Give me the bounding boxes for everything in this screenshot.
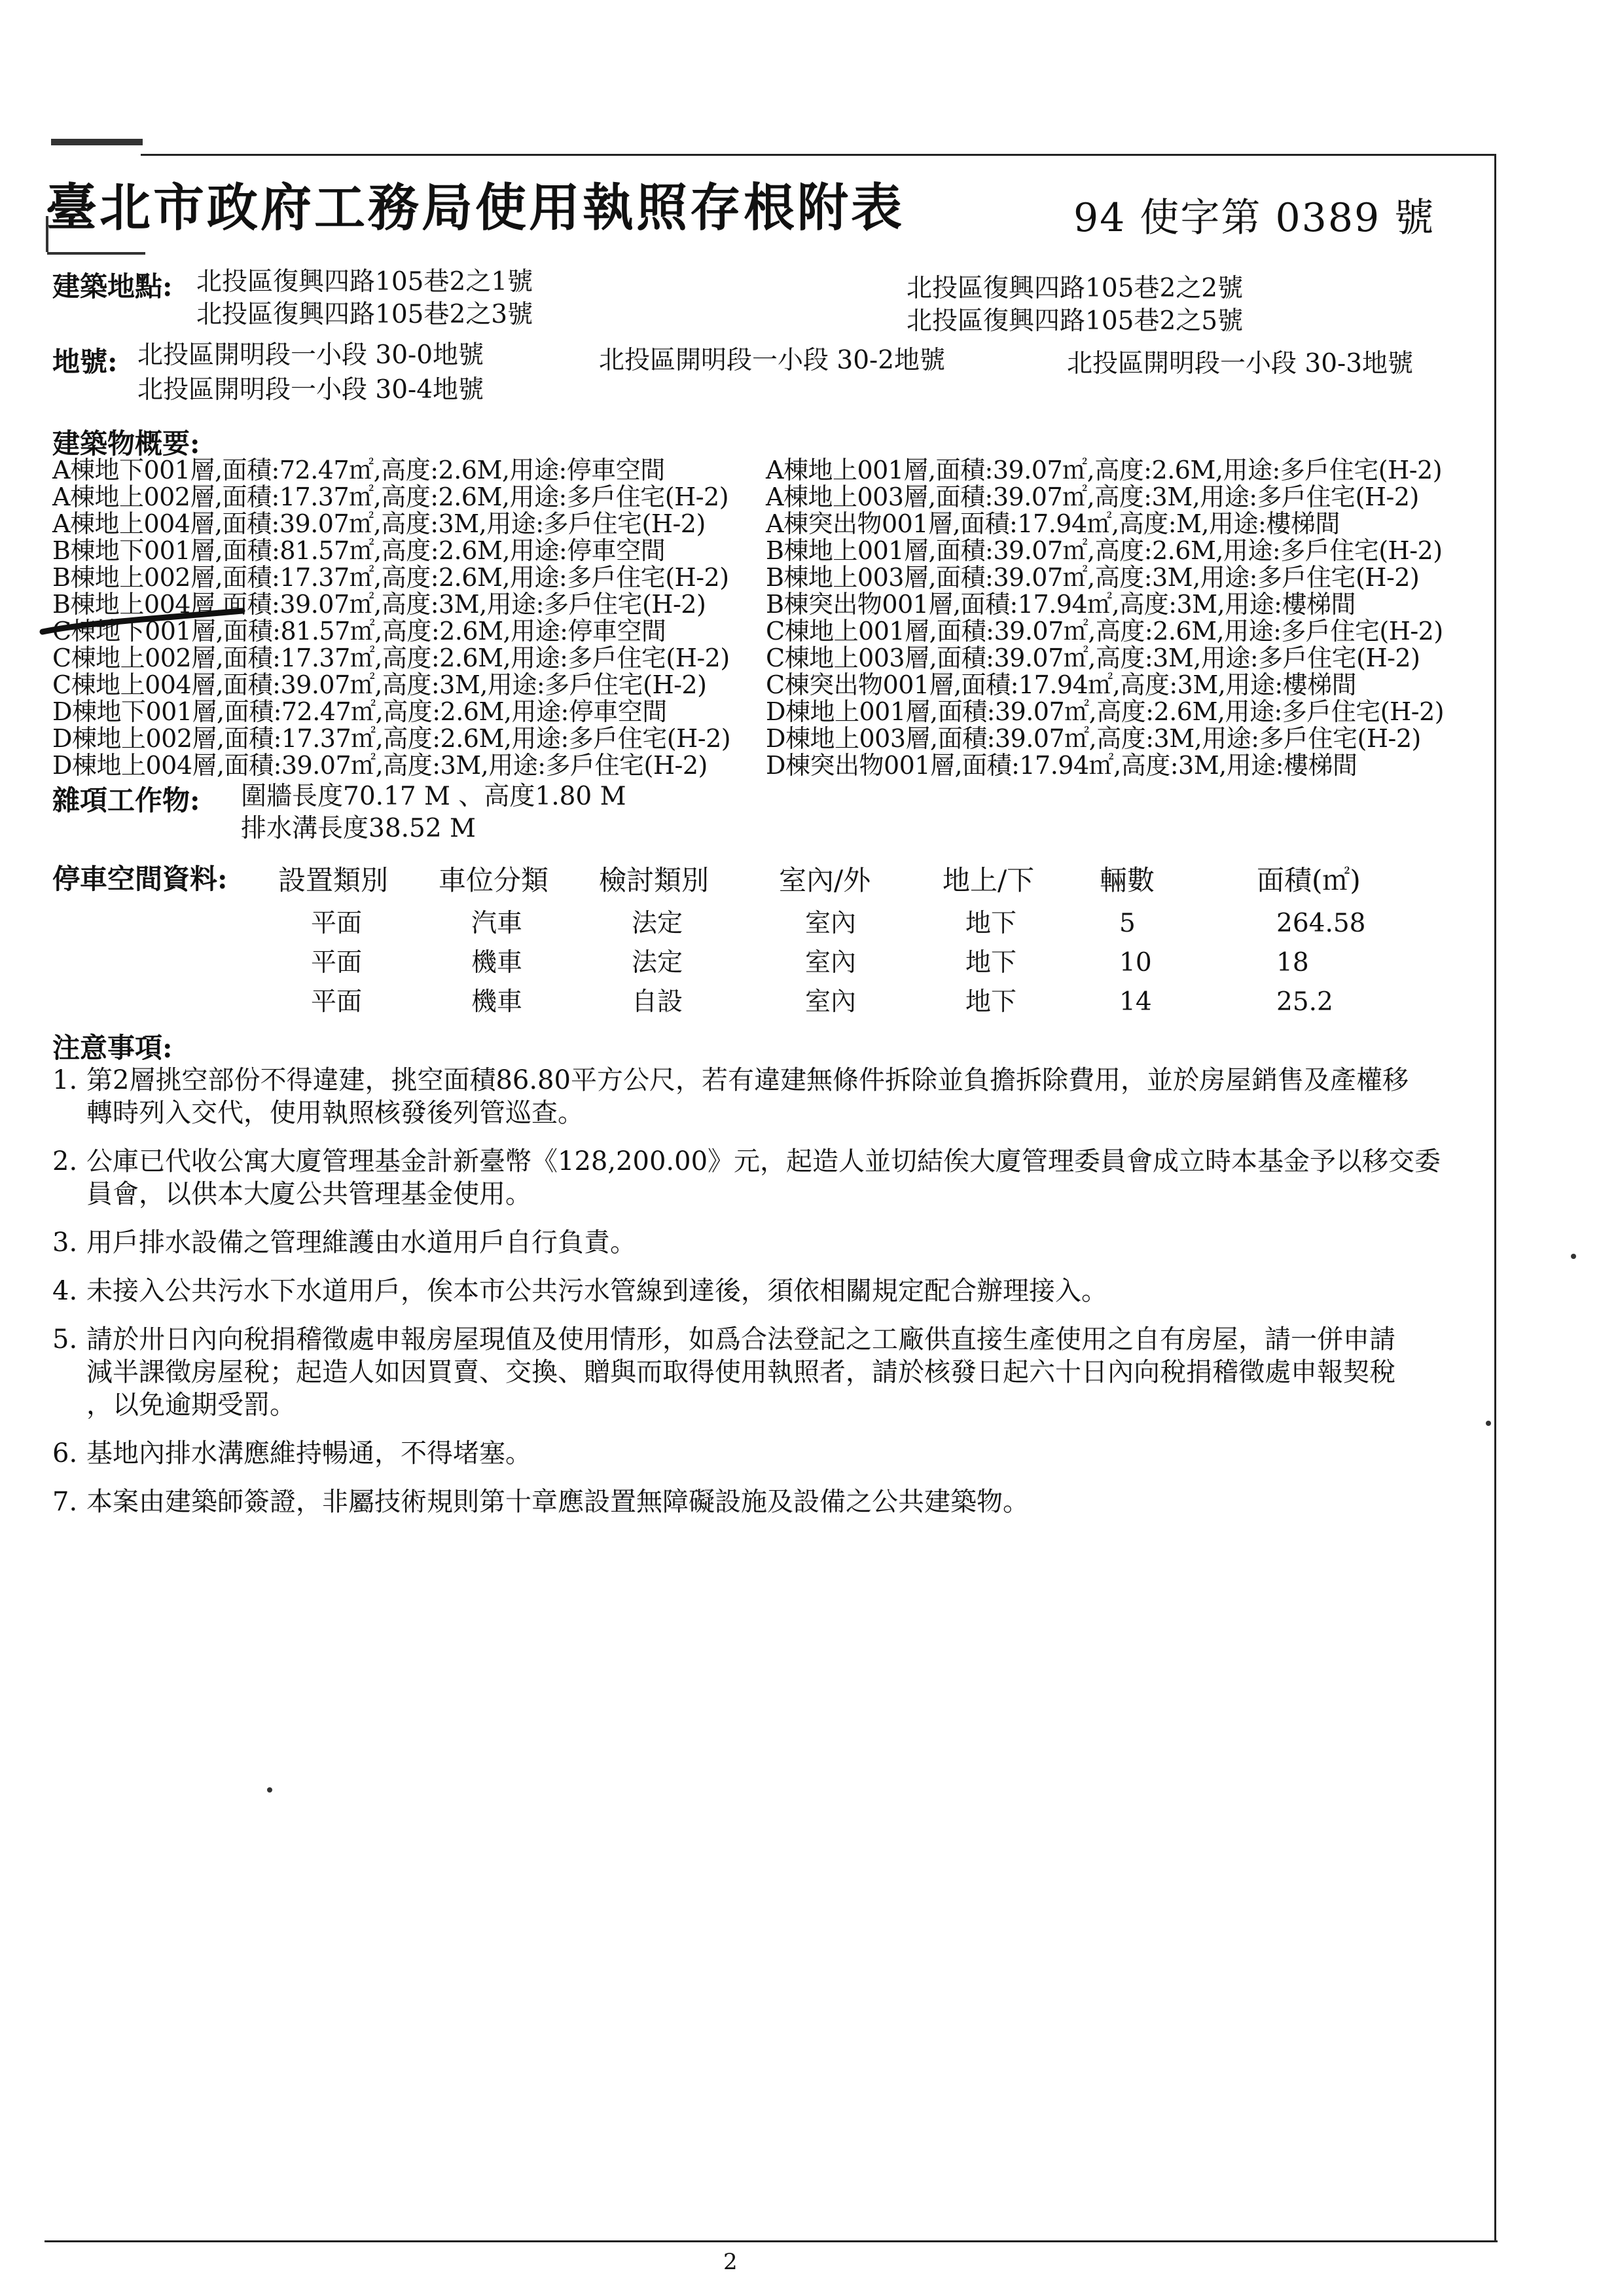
parking-cell: 264.58	[1276, 909, 1366, 938]
scan-speck	[1486, 1421, 1491, 1426]
building-floor-entry: B棟地上003層,面積:39.07㎡,高度:3M,用途:多戶住宅(H-2)	[766, 563, 1420, 592]
building-floor-entry: A棟地下001層,面積:72.47㎡,高度:2.6M,用途:停車空間	[52, 456, 665, 484]
misc-works-line: 圍牆長度70.17 M 、高度1.80 M	[241, 782, 626, 811]
frame-right-line	[1494, 154, 1496, 2242]
frame-top-line	[141, 154, 1496, 156]
lot-item: 北投區開明段一小段 30-4地號	[137, 375, 484, 405]
note-number: 5.	[52, 1324, 78, 1355]
building-floor-entry: A棟地上003層,面積:39.07㎡,高度:3M,用途:多戶住宅(H-2)	[766, 483, 1419, 511]
note-line: ，以免逾期受罰。	[86, 1390, 296, 1420]
building-floor-entry: C棟地下001層,面積:81.57㎡,高度:2.6M,用途:停車空間	[52, 617, 666, 646]
building-floor-entry: C棟突出物001層,面積:17.94㎡,高度:3M,用途:樓梯間	[766, 670, 1357, 699]
note-number: 4.	[52, 1276, 78, 1306]
building-floor-entry: B棟突出物001層,面積:17.94㎡,高度:3M,用途:樓梯間	[766, 590, 1356, 619]
building-floor-entry: A棟地上001層,面積:39.07㎡,高度:2.6M,用途:多戶住宅(H-2)	[766, 456, 1443, 484]
lot-item: 北投區開明段一小段 30-3地號	[1067, 349, 1414, 378]
address-item: 北投區復興四路105巷2之3號	[196, 300, 533, 329]
address-label: 建築地點:	[52, 270, 173, 302]
misc-works-line: 排水溝長度38.52 M	[241, 814, 476, 843]
misc-works-label: 雜項工作物:	[52, 784, 200, 816]
parking-label: 停車空間資料:	[52, 863, 228, 895]
building-floor-entry: D棟地上001層,面積:39.07㎡,高度:2.6M,用途:多戶住宅(H-2)	[766, 697, 1445, 726]
note-line: 未接入公共污水下水道用戶，俟本市公共污水管線到達後，須依相關規定配合辦理接入。	[86, 1276, 1107, 1306]
parking-header-cell: 車位分類	[439, 864, 549, 896]
parking-header-cell: 地上/下	[943, 864, 1035, 896]
parking-cell: 地下	[965, 948, 1017, 977]
parking-cell: 平面	[311, 909, 363, 938]
parking-cell: 地下	[965, 909, 1017, 938]
note-line: 本案由建築師簽證，非屬技術規則第十章應設置無障礙設施及設備之公共建築物。	[86, 1487, 1029, 1517]
notes-label: 注意事項:	[52, 1032, 173, 1064]
parking-cell: 機車	[471, 987, 523, 1017]
note-item	[52, 1145, 1492, 1211]
lot-label: 地號:	[52, 346, 118, 378]
building-floor-entry: B棟地上002層,面積:17.37㎡,高度:2.6M,用途:多戶住宅(H-2)	[52, 563, 729, 592]
building-floor-entry: C棟地上001層,面積:39.07㎡,高度:2.6M,用途:多戶住宅(H-2)	[766, 617, 1443, 646]
building-floor-entry: A棟突出物001層,面積:17.94㎡,高度:M,用途:樓梯間	[766, 509, 1340, 538]
parking-cell: 5	[1119, 909, 1136, 938]
scan-artifact	[51, 139, 143, 145]
parking-cell: 14	[1119, 987, 1152, 1017]
buildings-label: 建築物概要:	[52, 428, 200, 460]
note-item	[52, 1437, 1492, 1470]
note-item	[52, 1323, 1492, 1421]
parking-cell: 自設	[632, 987, 683, 1017]
address-item: 北投區復興四路105巷2之2號	[907, 274, 1244, 303]
notes-list	[52, 1064, 1492, 1534]
scan-speck	[267, 1787, 272, 1793]
lot-item: 北投區開明段一小段 30-2地號	[599, 346, 946, 375]
building-floor-entry: D棟地上003層,面積:39.07㎡,高度:3M,用途:多戶住宅(H-2)	[766, 724, 1421, 753]
note-number: 1.	[52, 1065, 78, 1095]
parking-cell: 室內	[805, 909, 857, 938]
address-item: 北投區復興四路105巷2之1號	[196, 267, 533, 297]
note-item	[52, 1226, 1492, 1259]
parking-cell: 室內	[805, 948, 857, 977]
note-item	[52, 1485, 1492, 1518]
scan-speck	[1571, 1254, 1576, 1259]
note-item	[52, 1275, 1492, 1307]
note-number: 2.	[52, 1146, 78, 1176]
scan-artifact	[47, 252, 145, 255]
parking-cell: 地下	[965, 987, 1017, 1017]
parking-cell: 平面	[311, 948, 363, 977]
building-floor-entry: C棟地上002層,面積:17.37㎡,高度:2.6M,用途:多戶住宅(H-2)	[52, 644, 730, 672]
building-floor-entry: C棟地上003層,面積:39.07㎡,高度:3M,用途:多戶住宅(H-2)	[766, 644, 1420, 672]
parking-cell: 室內	[805, 987, 857, 1017]
parking-header-cell: 設置類別	[278, 864, 389, 896]
note-number: 6.	[52, 1438, 78, 1468]
parking-cell: 汽車	[471, 909, 523, 938]
parking-header-cell: 室內/外	[779, 864, 871, 896]
note-line: 公庫已代收公寓大廈管理基金計新臺幣《128,200.00》元，起造人並切結俟大廈管理委員會成立時本基金予以移交委	[86, 1146, 1441, 1176]
parking-header-cell: 檢討類別	[599, 864, 710, 896]
parking-cell: 法定	[632, 909, 683, 938]
frame-bottom-line	[45, 2240, 1498, 2242]
building-floor-entry: D棟地下001層,面積:72.47㎡,高度:2.6M,用途:停車空間	[52, 697, 667, 726]
note-line: 第2層挑空部份不得違建，挑空面積86.80平方公尺，若有違建無條件拆除並負擔拆除費用，並於房屋銷售及產權移	[86, 1065, 1409, 1095]
note-number: 3.	[52, 1228, 78, 1258]
address-item: 北投區復興四路105巷2之5號	[907, 306, 1244, 336]
note-line: 轉時列入交代，使用執照核發後列管巡查。	[86, 1098, 584, 1128]
note-line: 基地內排水溝應維持暢通，不得堵塞。	[86, 1438, 531, 1468]
page-number: 2	[723, 2249, 738, 2275]
note-line: 用戶排水設備之管理維護由水道用戶自行負責。	[86, 1228, 636, 1258]
building-floor-entry: B棟地上004層,面積:39.07㎡,高度:3M,用途:多戶住宅(H-2)	[52, 590, 706, 619]
building-floor-entry: C棟地上004層,面積:39.07㎡,高度:3M,用途:多戶住宅(H-2)	[52, 670, 707, 699]
note-item	[52, 1064, 1492, 1129]
parking-cell: 平面	[311, 987, 363, 1017]
parking-cell: 機車	[471, 948, 523, 977]
building-floor-entry: B棟地下001層,面積:81.57㎡,高度:2.6M,用途:停車空間	[52, 536, 666, 565]
parking-header-cell: 輛數	[1100, 864, 1155, 896]
document-number: 94 使字第 0389 號	[1073, 195, 1435, 241]
building-floor-entry: D棟地上004層,面積:39.07㎡,高度:3M,用途:多戶住宅(H-2)	[52, 751, 708, 780]
parking-header-cell: 面積(㎡)	[1257, 864, 1361, 896]
note-line: 減半課徵房屋稅；起造人如因買賣、交換、贈與而取得使用執照者，請於核發日起六十日內向稅捐稽徵處申報契稅	[86, 1357, 1395, 1387]
building-floor-entry: A棟地上002層,面積:17.37㎡,高度:2.6M,用途:多戶住宅(H-2)	[52, 483, 729, 511]
parking-cell: 25.2	[1276, 987, 1333, 1017]
building-floor-entry: D棟突出物001層,面積:17.94㎡,高度:3M,用途:樓梯間	[766, 751, 1357, 780]
note-number: 7.	[52, 1487, 78, 1517]
page-title: 臺北市政府工務局使用執照存根附表	[46, 178, 905, 238]
parking-cell: 法定	[632, 948, 683, 977]
lot-item: 北投區開明段一小段 30-0地號	[137, 340, 484, 370]
handwritten-mark	[39, 606, 249, 645]
buildings-right-column	[766, 457, 1444, 779]
parking-cell: 18	[1276, 948, 1309, 977]
note-line: 員會，以供本大廈公共管理基金使用。	[86, 1179, 531, 1209]
note-line: 請於卅日內向稅捐稽徵處申報房屋現值及使用情形，如爲合法登記之工廠供直接生產使用之自有房屋，請一併申請	[86, 1324, 1395, 1355]
building-floor-entry: A棟地上004層,面積:39.07㎡,高度:3M,用途:多戶住宅(H-2)	[52, 509, 706, 538]
building-floor-entry: D棟地上002層,面積:17.37㎡,高度:2.6M,用途:多戶住宅(H-2)	[52, 724, 731, 753]
parking-cell: 10	[1119, 948, 1152, 977]
building-floor-entry: B棟地上001層,面積:39.07㎡,高度:2.6M,用途:多戶住宅(H-2)	[766, 536, 1443, 565]
